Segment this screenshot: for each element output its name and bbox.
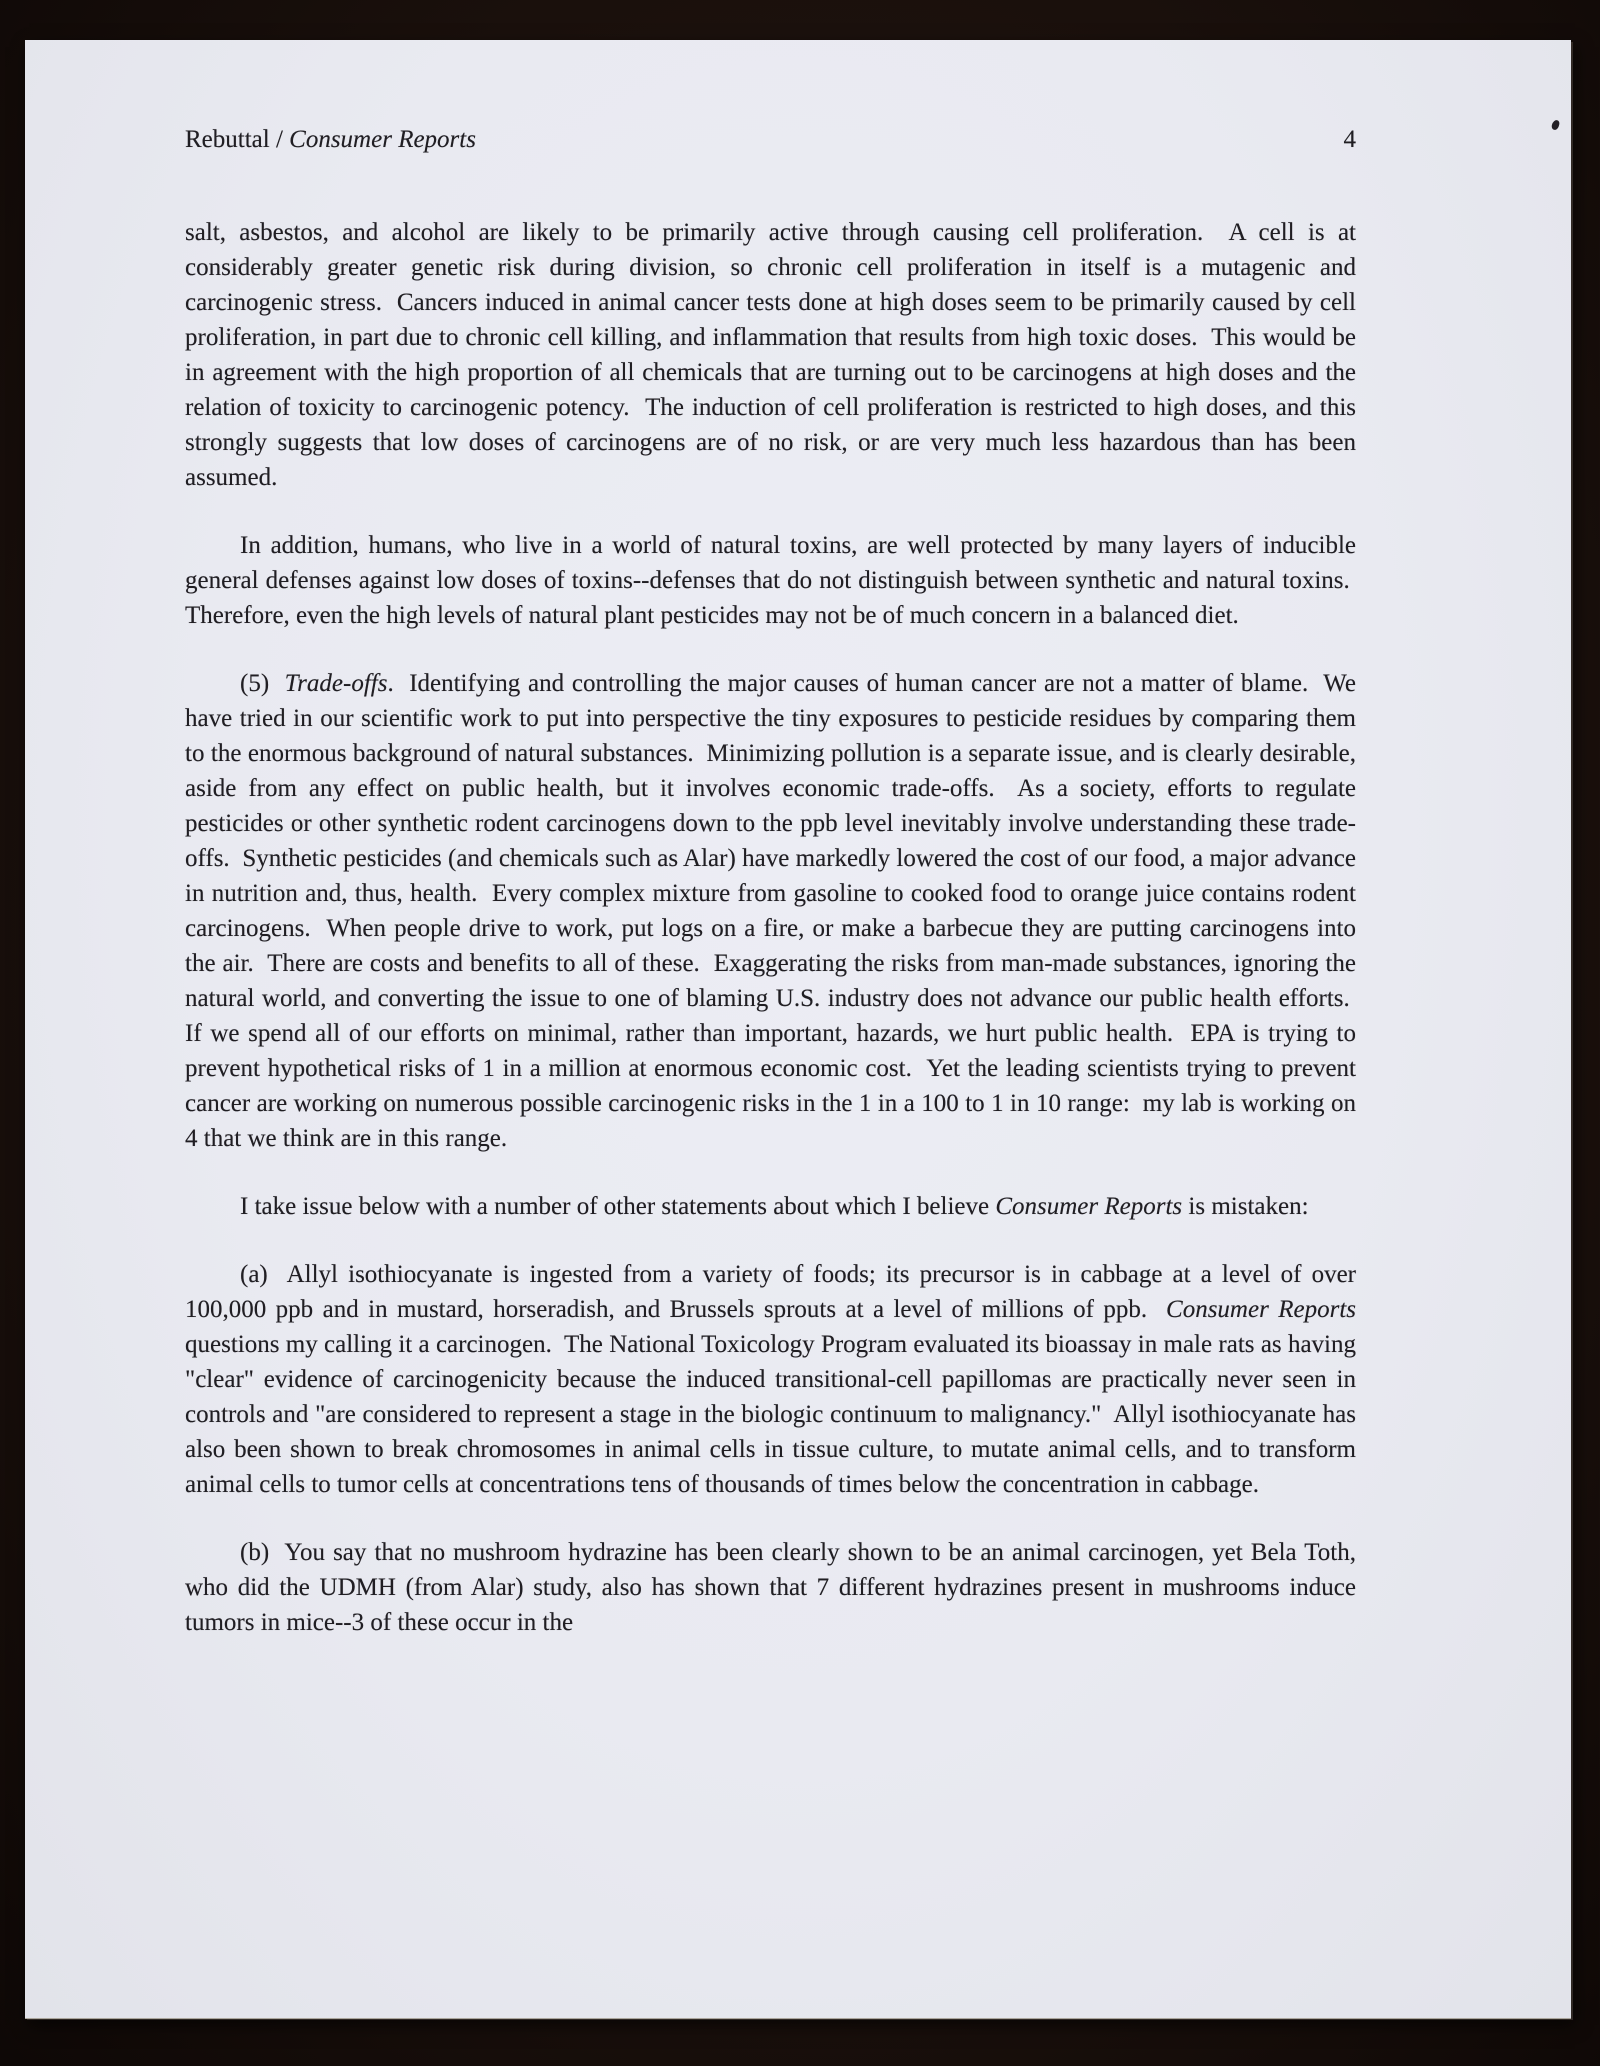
text-run: (5) xyxy=(240,670,285,697)
paragraph-trade-offs xyxy=(185,666,1356,1156)
paragraph-cell-proliferation xyxy=(185,215,1356,495)
paragraph-natural-toxins xyxy=(185,528,1356,633)
page-number: 4 xyxy=(1343,126,1356,153)
document-body xyxy=(185,215,1356,1640)
page-content xyxy=(25,40,1571,2018)
paragraph-a-allyl-isothiocyanate xyxy=(185,1257,1356,1502)
page-header xyxy=(185,122,1356,157)
text-run: Rebuttal / xyxy=(185,126,290,153)
paragraph-b-mushroom-hydrazine xyxy=(185,1535,1356,1640)
text-run: salt, asbestos, and alcohol are likely to be primarily active through causing cell proliferation. A cell is at considerably greater genetic risk during division, so chronic cell proliferation in itself is a mutagenic and carcinogenic stress. Cancers induced in animal cancer tests done at high doses seem to be primarily caused by cell proliferation, in part due to chronic cell killing, and inflammation that results from high toxic doses. This would be in agreement with the high proportion of all chemicals that are turning out to be carcinogens at high doses and the relation of toxicity to carcinogenic potency. The induction of cell proliferation is restricted to high doses, and this strongly suggests that low doses of carcinogens are of no risk, or are very much less hazardous than has been assumed. xyxy=(185,219,1356,491)
running-head xyxy=(185,122,476,157)
text-run: . Identifying and controlling the major causes of human cancer are not a matter of blame. We have tried in our scientific work to put into perspective the tiny exposures to pesticide residues by comparing them to the enormous background of natural substances. Minimizing pollution is a separate issue, and is clearly desirable, aside from any effect on public health, but it involves economic trade-offs. As a society, efforts to regulate pesticides or other synthetic rodent carcinogens down to the ppb level inevitably involve understanding these trade-offs. Synthetic pesticides (and chemicals such as Alar) have markedly lowered the cost of our food, a major advance in nutrition and, thus, health. Every complex mixture from gasoline to cooked food to orange juice contains rodent carcinogens. When people drive to work, put logs on a fire, or make a barbecue they are putting carcinogens into the air. There are costs and benefits to all of these. Exaggerating the risks from man-made substances, ignoring the natural world, and converting the issue to one of blaming U.S. industry does not advance our public health efforts. If we spend all of our efforts on minimal, rather than important, hazards, we hurt public health. EPA is trying to prevent hypothetical risks of 1 in a million at enormous economic cost. Yet the leading scientists trying to prevent cancer are working on numerous possible carcinogenic risks in the 1 in a 100 to 1 in 10 range: my lab is working on 4 that we think are in this range. xyxy=(185,670,1356,1152)
text-run: is mistaken: xyxy=(1182,1193,1309,1220)
italic-run: Trade-offs xyxy=(284,670,388,697)
text-run: In addition, humans, who live in a world of natural toxins, are well protected by many layers of inducible general defenses against low doses of toxins--defenses that do not distinguish between synthetic and natural toxins. Therefore, even the high levels of natural plant pesticides may not be of much concern in a balanced diet. xyxy=(185,532,1356,629)
document-page xyxy=(25,40,1571,2018)
paragraph-take-issue xyxy=(185,1189,1356,1224)
text-run: I take issue below with a number of other statements about which I believe xyxy=(240,1193,996,1220)
text-run: questions my calling it a carcinogen. The National Toxicology Program evaluated its bioassay in male rats as having "clear" evidence of carcinogenicity because the induced transitional-cell papillomas are practically never seen in controls and "are considered to represent a stage in the biologic continuum to malignancy." Allyl isothiocyanate has also been shown to break chromosomes in animal cells in tissue culture, to mutate animal cells, and to transform animal cells to tumor cells at concentrations tens of thousands of times below the concentration in cabbage. xyxy=(185,1331,1356,1498)
italic-run: Consumer Reports xyxy=(1166,1296,1356,1323)
text-run: (b) You say that no mushroom hydrazine has been clearly shown to be an animal carcinogen, yet Bela Toth, who did the UDMH (from Alar) study, also has shown that 7 different hydrazines present in mushrooms induce tumors in mice--3 of these occur in the xyxy=(185,1539,1356,1636)
italic-run: Consumer Reports xyxy=(289,126,476,153)
text-run: (a) Allyl isothiocyanate is ingested from a variety of foods; its precursor is in cabbage at a level of over 100,000 ppb and in mustard, horseradish, and Brussels sprouts at a level of millions of ppb. xyxy=(185,1261,1356,1323)
italic-run: Consumer Reports xyxy=(995,1193,1183,1220)
